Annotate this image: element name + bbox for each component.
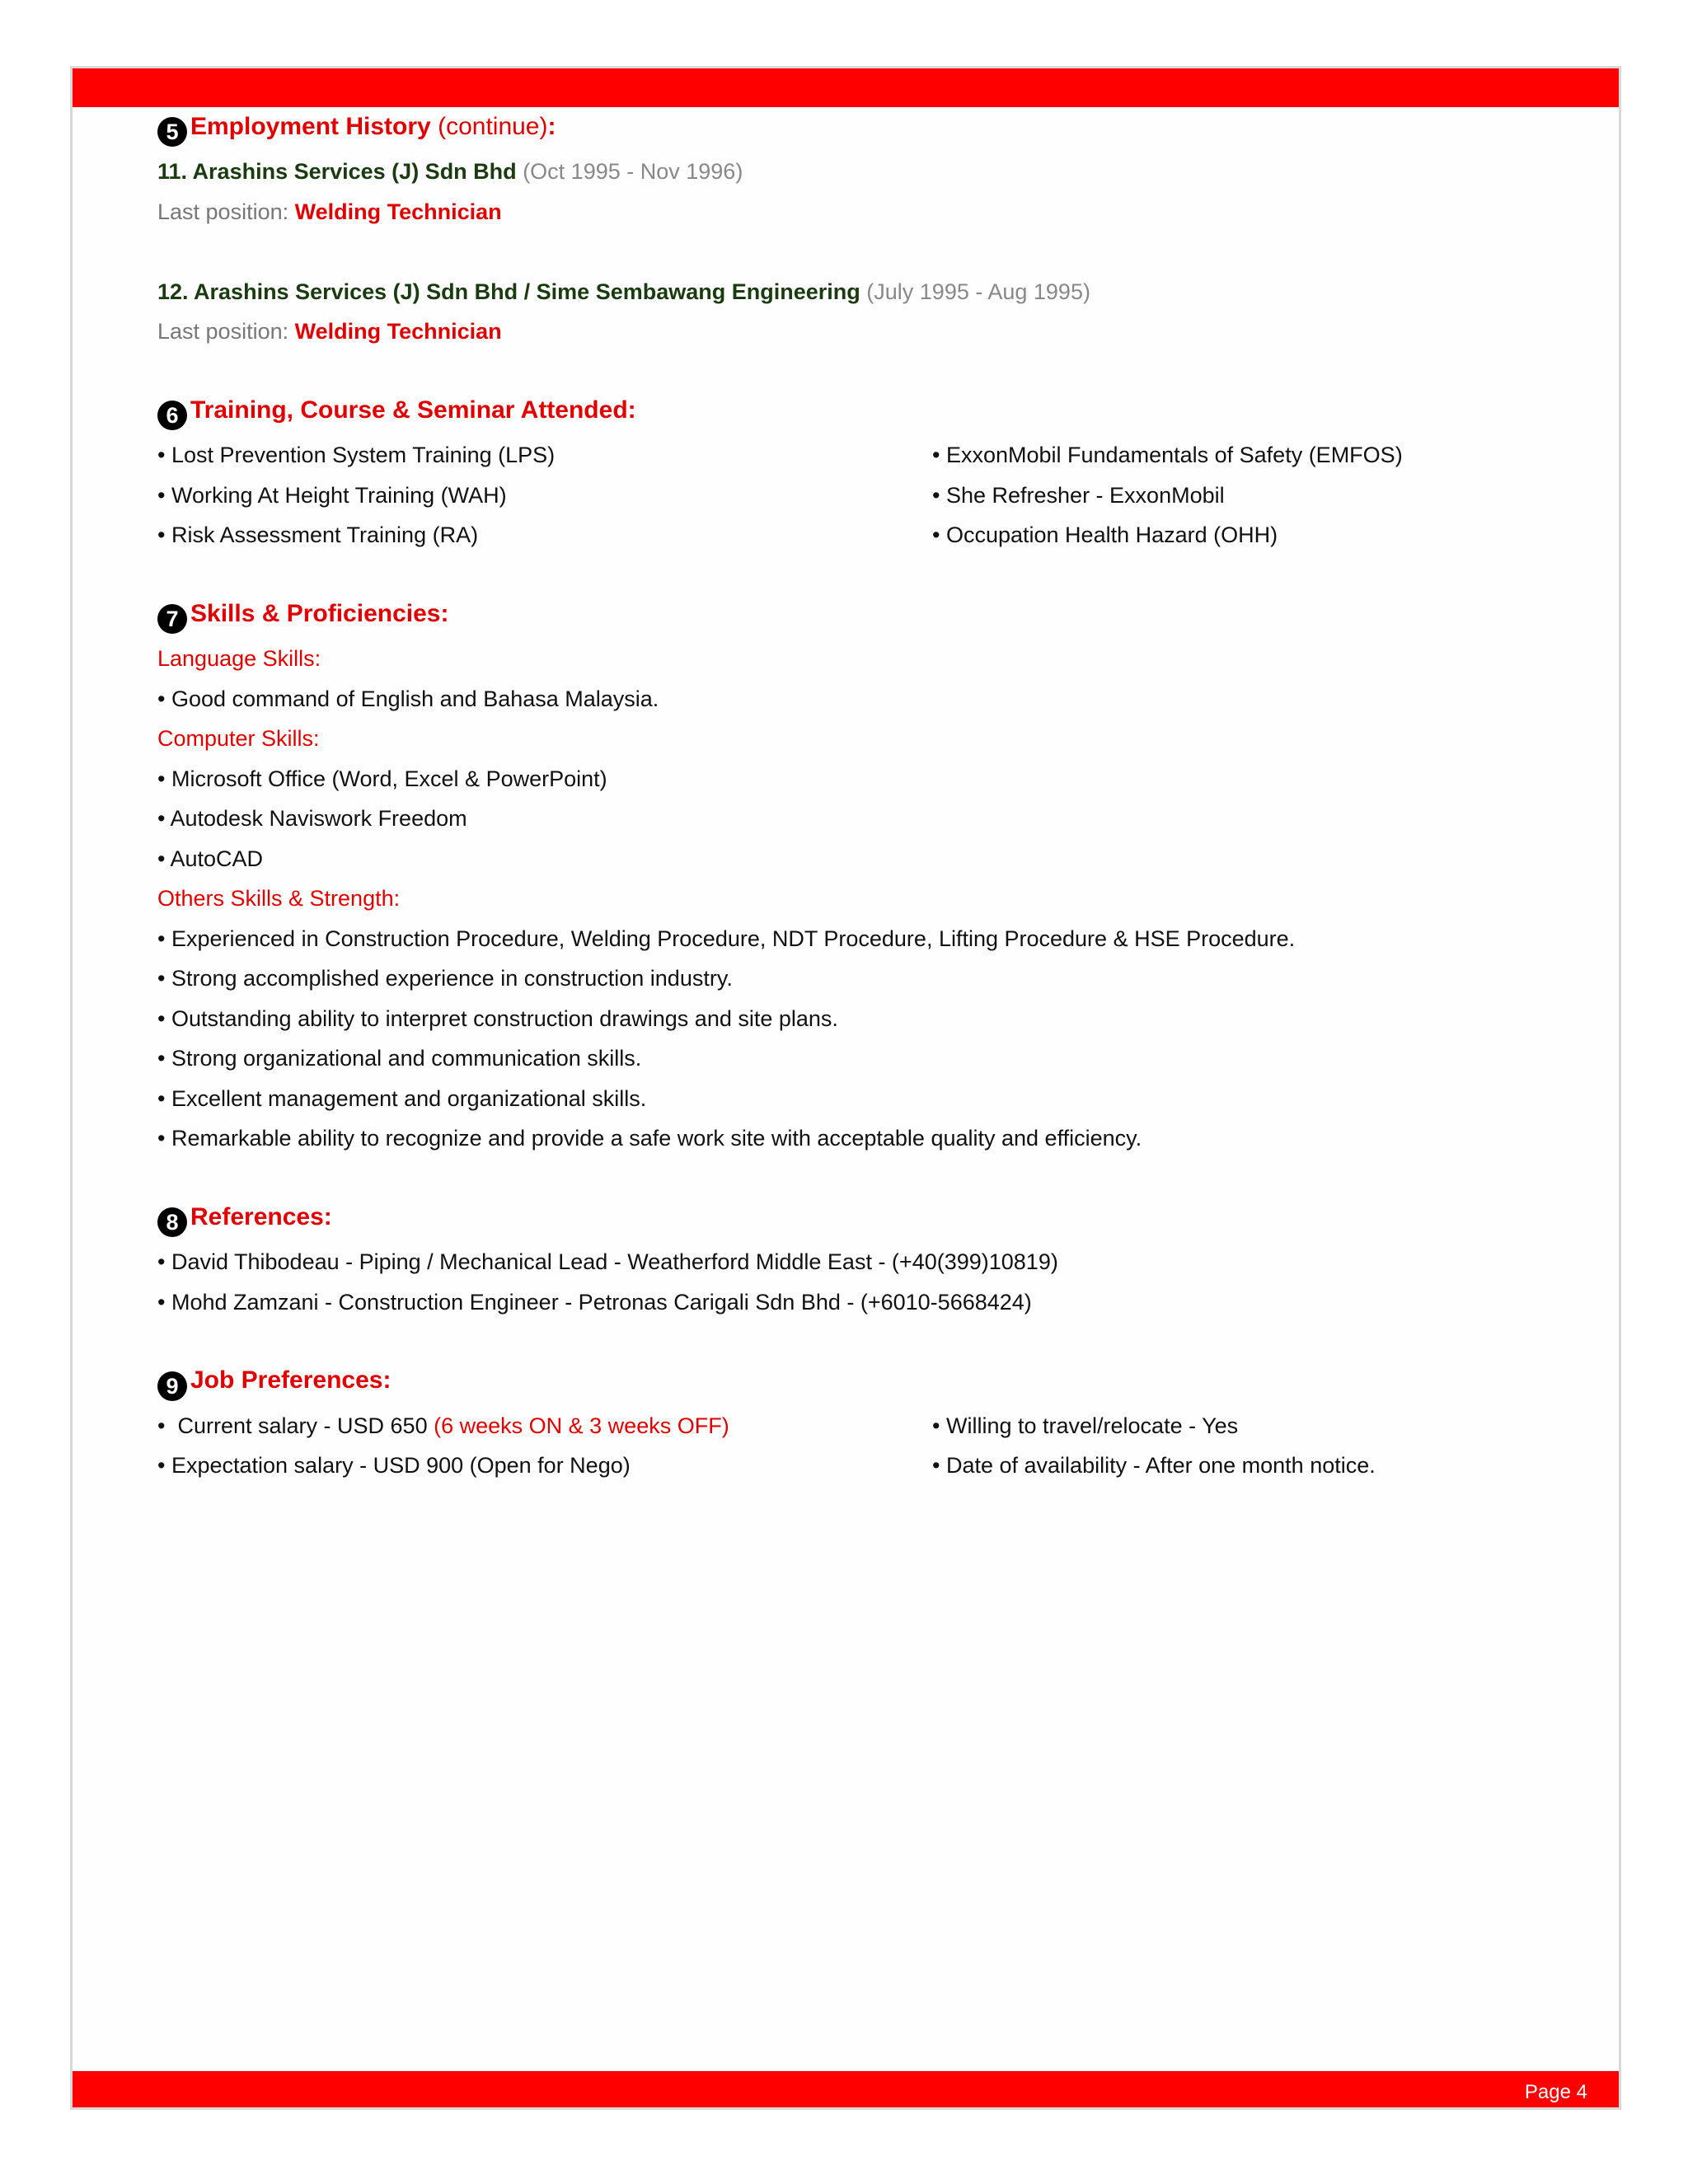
job-preferences-heading xyxy=(157,1362,1559,1406)
last-position-value: Welding Technician xyxy=(294,199,502,224)
last-position-line xyxy=(157,192,1559,232)
references-title: References: xyxy=(190,1202,332,1230)
bottom-red-bar xyxy=(73,2071,1619,2110)
training-heading xyxy=(157,391,1559,435)
employment-title-colon: : xyxy=(547,112,556,140)
language-skills-label: Language Skills: xyxy=(157,646,321,671)
number-6-badge-icon: 6 xyxy=(157,401,187,430)
number-8-badge-icon: 8 xyxy=(157,1207,187,1237)
list-item: • Good command of English and Bahasa Malaysia. xyxy=(157,679,1559,719)
current-salary-note: (6 weeks ON & 3 weeks OFF) xyxy=(434,1413,729,1438)
current-salary-item xyxy=(157,1406,932,1446)
list-item: • Microsoft Office (Word, Excel & PowerPoint) xyxy=(157,759,1559,799)
company-name: 12. Arashins Services (J) Sdn Bhd / Sime Sembawang Engineering xyxy=(157,279,860,304)
computer-skills-label: Computer Skills: xyxy=(157,726,320,751)
training-left-column xyxy=(157,435,932,555)
employment-title-suffix: (continue) xyxy=(438,112,548,140)
list-item: • Strong accomplished experience in construction industry. xyxy=(157,958,1559,999)
current-salary: Current salary - USD 650 xyxy=(177,1413,428,1438)
page-content xyxy=(157,108,1559,1486)
reference-item: • Mohd Zamzani - Construction Engineer - Petronas Carigali Sdn Bhd - (+6010-5668424) xyxy=(157,1282,1559,1323)
job-prefs-right-column xyxy=(932,1406,1559,1486)
last-position-value: Welding Technician xyxy=(294,319,502,344)
last-position-line xyxy=(157,312,1559,352)
list-item: • Autodesk Naviswork Freedom xyxy=(157,799,1559,839)
skills-heading xyxy=(157,595,1559,639)
list-item: • She Refresher - ExxonMobil xyxy=(932,476,1559,516)
list-item: • Working At Height Training (WAH) xyxy=(157,476,932,516)
availability-item: • Date of availability - After one month notice. xyxy=(932,1446,1559,1486)
list-item: • Lost Prevention System Training (LPS) xyxy=(157,435,932,476)
expected-salary-item: • Expectation salary - USD 900 (Open for Nego) xyxy=(157,1446,932,1486)
training-list xyxy=(157,435,1559,555)
job-preferences-title: Job Preferences: xyxy=(190,1366,392,1394)
others-skills-label: Others Skills & Strength: xyxy=(157,886,401,911)
top-red-bar xyxy=(73,68,1619,107)
employment-entry-11 xyxy=(157,152,1559,192)
company-name: 11. Arashins Services (J) Sdn Bhd xyxy=(157,159,517,184)
list-item: • Strong organizational and communication skills. xyxy=(157,1038,1559,1079)
employment-dates: (Oct 1995 - Nov 1996) xyxy=(523,159,743,184)
employment-heading xyxy=(157,108,1559,152)
resume-page xyxy=(70,66,1621,2110)
number-5-badge-icon: 5 xyxy=(157,117,187,147)
references-heading xyxy=(157,1198,1559,1242)
employment-entry-12 xyxy=(157,272,1559,312)
skills-title: Skills & Proficiencies: xyxy=(190,599,449,627)
last-position-label: Last position: xyxy=(157,199,289,224)
last-position-label: Last position: xyxy=(157,319,289,344)
list-item: • Risk Assessment Training (RA) xyxy=(157,515,932,555)
employment-dates: (July 1995 - Aug 1995) xyxy=(866,279,1090,304)
number-7-badge-icon: 7 xyxy=(157,604,187,634)
number-9-badge-icon: 9 xyxy=(157,1371,187,1401)
reference-item: • David Thibodeau - Piping / Mechanical Lead - Weatherford Middle East - (+40(399)10819) xyxy=(157,1242,1559,1282)
list-item: • ExxonMobil Fundamentals of Safety (EMFOS) xyxy=(932,435,1559,476)
list-item: • Occupation Health Hazard (OHH) xyxy=(932,515,1559,555)
training-right-column xyxy=(932,435,1559,555)
employment-title: Employment History xyxy=(190,112,431,140)
job-preferences-list xyxy=(157,1406,1559,1486)
list-item: • Remarkable ability to recognize and provide a safe work site with acceptable quality and efficiency. xyxy=(157,1118,1559,1159)
list-item: • Excellent management and organizational skills. xyxy=(157,1079,1559,1119)
page-number: Page 4 xyxy=(1524,2081,1587,2103)
training-title: Training, Course & Seminar Attended: xyxy=(190,396,636,424)
job-prefs-left-column xyxy=(157,1406,932,1486)
list-item: • Outstanding ability to interpret construction drawings and site plans. xyxy=(157,999,1559,1039)
list-item: • Experienced in Construction Procedure, Welding Procedure, NDT Procedure, Lifting Procedure & HSE Procedure. xyxy=(157,919,1559,959)
travel-item: • Willing to travel/relocate - Yes xyxy=(932,1406,1559,1446)
list-item: • AutoCAD xyxy=(157,839,1559,879)
